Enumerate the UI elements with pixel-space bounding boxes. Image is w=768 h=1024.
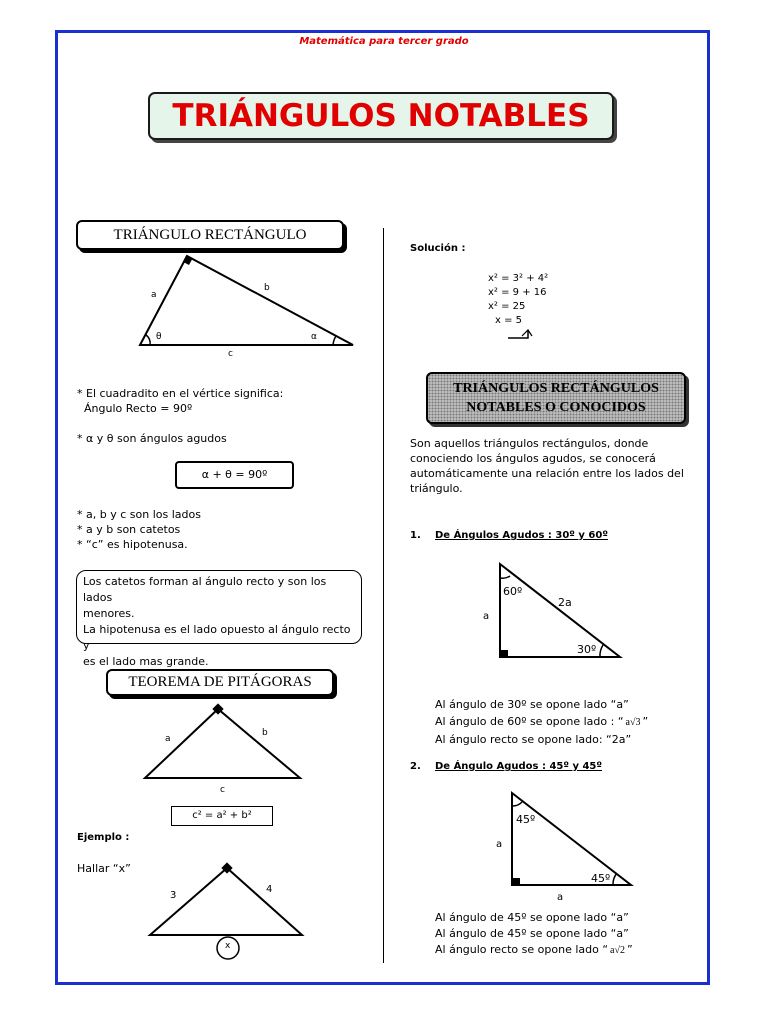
solution-step-4: x = 5 [495, 315, 523, 326]
case1-rule-1: Al ángulo de 30º se opone lado “a” [435, 698, 629, 711]
note-box-line-2: menores. [83, 607, 135, 620]
notable-title-line-1: TRIÁNGULOS RECTÁNGULOS [453, 381, 659, 396]
case1-rule-2: Al ángulo de 60º se opone lado : “ a√3 ” [435, 715, 649, 728]
solution-label: Solución : [410, 243, 466, 254]
note-box-line-4: es el lado mas grande. [83, 655, 209, 668]
case1-rule-3: Al ángulo recto se opone lado: “2a” [435, 733, 632, 746]
solution-step-3: x² = 25 [488, 301, 526, 312]
intro-line-4: triángulo. [410, 482, 463, 495]
tri1-label-a: a [151, 290, 157, 300]
triangle-30-60-diagram [500, 564, 620, 657]
tri30-angle-top: 60º [503, 585, 523, 598]
tri30-leg: a [483, 611, 490, 622]
notable-title-line-2: NOTABLES O CONOCIDOS [466, 400, 646, 415]
note-box-line-3: La hipotenusa es el lado opuesto al ángulo recto y [83, 623, 351, 652]
intro-line-3: automáticamente una relación entre los lados del [410, 467, 684, 480]
case2-number: 2. [410, 761, 421, 772]
section-title-pythagoras: TEOREMA DE PITÁGORAS [106, 669, 334, 696]
tri45-angle-bottom: 45º [591, 872, 611, 885]
page-header: Matemática para tercer grado [299, 36, 469, 47]
case2-title: De Ángulo Agudos : 45º y 45º [435, 761, 603, 772]
triangle-45-45-diagram [512, 793, 631, 885]
tri2-label-a: a [165, 734, 171, 744]
example-label: Ejemplo : [77, 832, 130, 843]
note-hypotenuse: * “c” es hipotenusa. [77, 538, 188, 551]
tri30-hyp: 2a [558, 596, 572, 609]
tri45-leg-left: a [496, 839, 503, 850]
case1-title: De Ángulos Agudos : 30º y 60º [435, 530, 608, 541]
solution-arrow [508, 330, 532, 338]
solution-step-1: x² = 3² + 4² [488, 273, 549, 284]
tri2-label-c: c [220, 785, 225, 795]
note-square-meaning: * El cuadradito en el vértice significa: [77, 387, 284, 400]
note-acute-angles: * α y θ son ángulos agudos [77, 432, 227, 445]
intro-line-1: Son aquellos triángulos rectángulos, donde [410, 437, 649, 450]
right-triangle-diagram [140, 256, 353, 345]
example-text: Hallar “x” [77, 862, 131, 875]
tri45-angle-top: 45º [516, 813, 536, 826]
note-box-line-1: Los catetos forman al ángulo recto y son los lados [83, 575, 327, 604]
solution-steps [488, 272, 548, 328]
solution-step-2: x² = 9 + 16 [488, 287, 547, 298]
column-divider [383, 228, 384, 963]
section-title-right-triangle: TRIÁNGULO RECTÁNGULO [76, 220, 344, 250]
pythagoras-formula: c² = a² + b² [171, 806, 273, 826]
case2-rule-3: Al ángulo recto se opone lado “ a√2 ” [435, 943, 633, 956]
angle-sum-formula: α + θ = 90º [175, 461, 294, 489]
tri1-label-c: c [228, 349, 233, 359]
note-legs: * a y b son catetos [77, 523, 181, 536]
tri1-label-theta: θ [156, 332, 162, 342]
case1-number: 1. [410, 530, 421, 541]
root2-value: a√2 [610, 945, 625, 956]
case2-rules [435, 910, 633, 959]
tri30-angle-bottom: 30º [577, 643, 597, 656]
case2-rule-2: Al ángulo de 45º se opone lado “a” [435, 927, 629, 940]
definition-note-box [76, 570, 362, 668]
note-right-angle: Ángulo Recto = 90º [84, 402, 193, 415]
case2-rule-1: Al ángulo de 45º se opone lado “a” [435, 911, 629, 924]
tri1-label-alpha: α [311, 332, 317, 342]
notable-triangles-title-box [426, 372, 686, 424]
intro-line-2: conociendo los ángulos agudos, se conocerá [410, 452, 656, 465]
note-sides: * a, b y c son los lados [77, 508, 201, 521]
tri1-label-b: b [264, 283, 270, 293]
tri3-label-base: x [225, 941, 231, 951]
tri2-label-b: b [262, 728, 268, 738]
tri3-label-right: 4 [266, 884, 273, 895]
tri3-label-left: 3 [170, 890, 177, 901]
case1-rules [435, 696, 648, 748]
intro-paragraph [410, 436, 684, 496]
tri45-leg-bottom: a [557, 892, 564, 903]
page-title: TRIÁNGULOS NOTABLES [172, 98, 590, 134]
root3-value: a√3 [625, 717, 641, 728]
